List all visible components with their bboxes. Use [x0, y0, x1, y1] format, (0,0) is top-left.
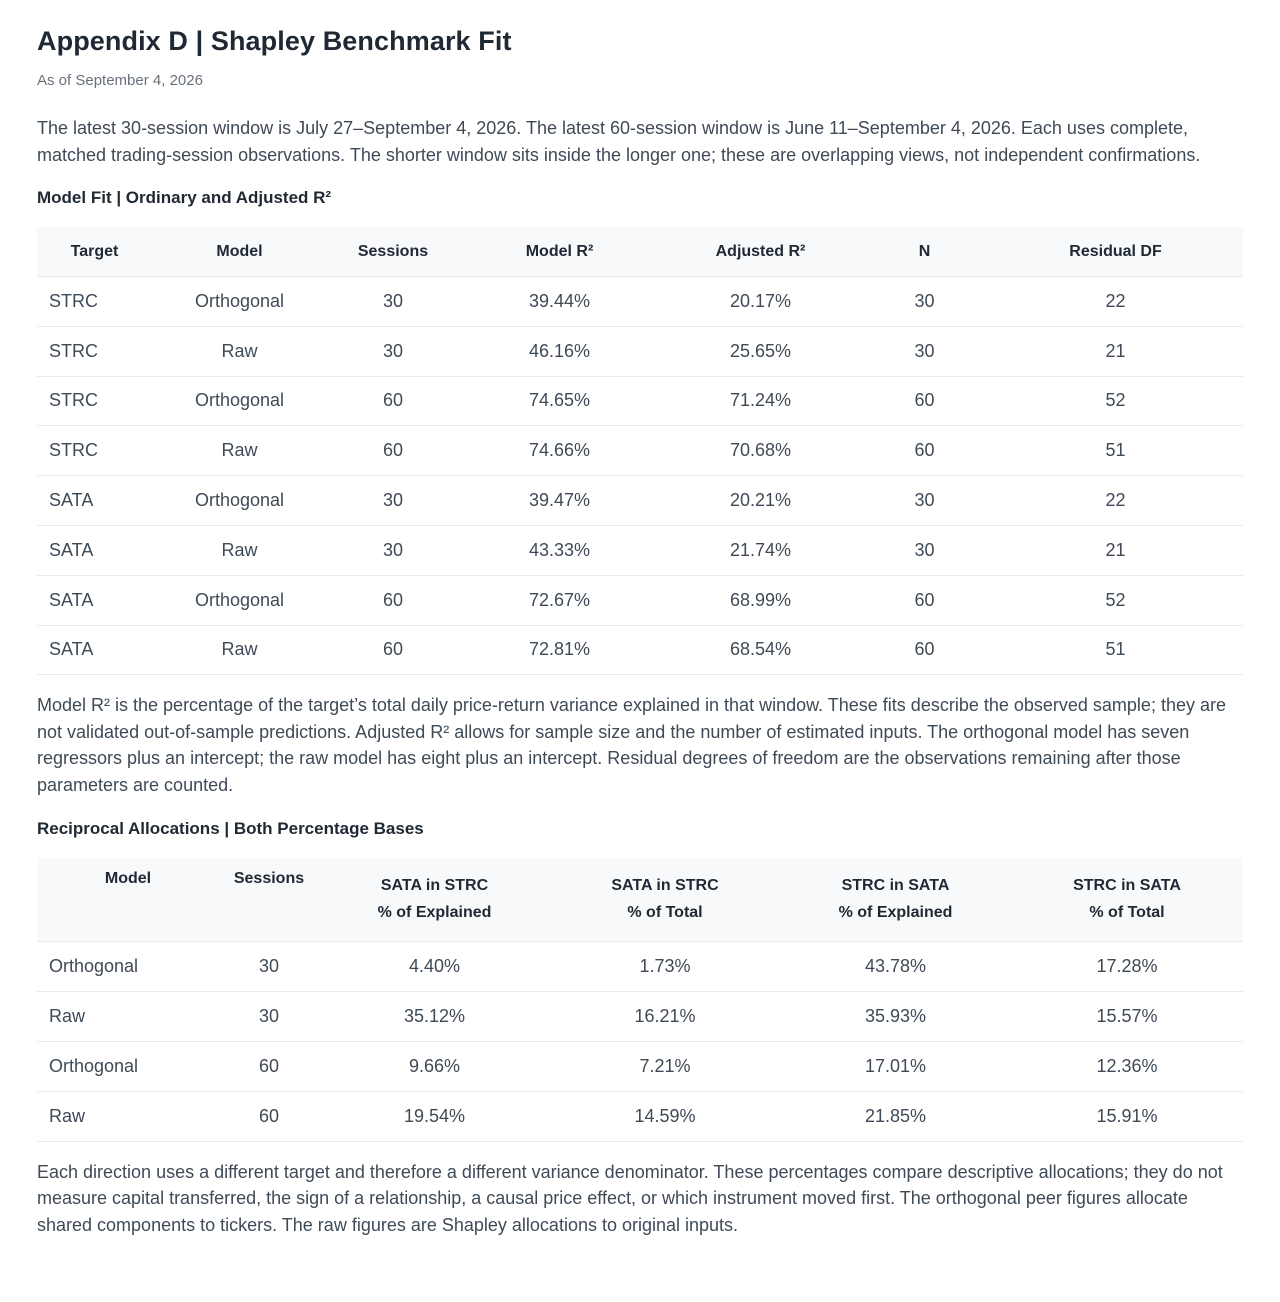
cell-adjusted-r2: 71.24% [660, 376, 861, 426]
table-row [37, 575, 1243, 625]
cell-sessions: 30 [327, 326, 459, 376]
column-header-sata-in-strc-of-explained [319, 858, 550, 942]
column-header-adjusted-r2: Adjusted R² [660, 227, 861, 277]
table-row [37, 376, 1243, 426]
cell-adjusted-r2: 68.54% [660, 625, 861, 675]
cell-model-r2: 39.47% [459, 476, 660, 526]
cell-adjusted-r2: 20.17% [660, 277, 861, 327]
column-header-target: Target [37, 227, 152, 277]
cell-strc-in-sata-of-total: 12.36% [1011, 1041, 1243, 1091]
cell-residual-df: 21 [988, 525, 1243, 575]
cell-residual-df: 51 [988, 426, 1243, 476]
column-header-strc-in-sata-of-explained [780, 858, 1011, 942]
column-header-model: Model [152, 227, 327, 277]
column-header-model-r2: Model R² [459, 227, 660, 277]
as-of-date: As of September 4, 2026 [37, 72, 203, 89]
cell-strc-in-sata-of-total: 15.57% [1011, 992, 1243, 1042]
cell-n: 30 [861, 277, 988, 327]
column-header-line: Model [104, 870, 152, 888]
table-row [37, 277, 1243, 327]
cell-sessions: 30 [327, 476, 459, 526]
cell-sessions: 30 [219, 992, 319, 1042]
table-row [37, 942, 1243, 992]
reciprocal-header [37, 858, 1243, 942]
cell-adjusted-r2: 21.74% [660, 525, 861, 575]
cell-strc-in-sata-of-explained: 21.85% [780, 1091, 1011, 1141]
column-header-sessions: Sessions [327, 227, 459, 277]
cell-target: STRC [37, 426, 152, 476]
cell-model-r2: 46.16% [459, 326, 660, 376]
column-header-line: Sessions [233, 870, 305, 888]
cell-sata-in-strc-of-explained: 19.54% [319, 1091, 550, 1141]
cell-residual-df: 22 [988, 277, 1243, 327]
column-header-sessions [219, 858, 319, 942]
column-header-line: % of Explained [838, 903, 953, 921]
intro-paragraph: The latest 30-session window is July 27–September 4, 2026. The latest 60-session window is June 11–September 4, 2026. Each uses complete, matched trading-session observations. The shorter window sits inside the longer one; these are overlapping views, not independent confirmations. [37, 118, 1201, 165]
cell-n: 60 [861, 625, 988, 675]
table-row [37, 625, 1243, 675]
cell-n: 60 [861, 426, 988, 476]
cell-adjusted-r2: 20.21% [660, 476, 861, 526]
cell-residual-df: 52 [988, 376, 1243, 426]
cell-model: Raw [152, 625, 327, 675]
cell-target: SATA [37, 476, 152, 526]
cell-model: Raw [37, 1091, 219, 1141]
model-fit-note: Model R² is the percentage of the target’s total daily price-return variance explained in that window. These fits describe the observed sample; they are not validated out-of-sample predictions. Adjusted R² allows for sample size and the number of estimated inputs. The orthogonal model has seven regressors plus an intercept; the raw model has eight plus an intercept. Residual degrees of freedom are the observations remaining after those parameters are counted. [37, 695, 1226, 795]
table-row [37, 1041, 1243, 1091]
cell-sessions: 30 [219, 942, 319, 992]
cell-model-r2: 43.33% [459, 525, 660, 575]
cell-sessions: 60 [327, 625, 459, 675]
table-row [37, 476, 1243, 526]
cell-residual-df: 52 [988, 575, 1243, 625]
reciprocal-table [37, 858, 1243, 1141]
table-row [37, 992, 1243, 1042]
cell-adjusted-r2: 68.99% [660, 575, 861, 625]
cell-target: STRC [37, 277, 152, 327]
cell-model: Orthogonal [152, 376, 327, 426]
column-header-line: SATA in STRC [611, 877, 719, 895]
column-header-model [37, 858, 219, 942]
column-header-n: N [861, 227, 988, 277]
cell-residual-df: 21 [988, 326, 1243, 376]
cell-model-r2: 72.81% [459, 625, 660, 675]
cell-model: Raw [37, 992, 219, 1042]
cell-model: Orthogonal [152, 575, 327, 625]
cell-strc-in-sata-of-explained: 35.93% [780, 992, 1011, 1042]
cell-model: Raw [152, 326, 327, 376]
cell-sata-in-strc-of-explained: 9.66% [319, 1041, 550, 1091]
cell-sata-in-strc-of-total: 7.21% [550, 1041, 780, 1091]
cell-model: Orthogonal [37, 1041, 219, 1091]
cell-model-r2: 72.67% [459, 575, 660, 625]
cell-model: Raw [152, 525, 327, 575]
model-fit-body [37, 277, 1243, 675]
cell-target: SATA [37, 525, 152, 575]
cell-sessions: 60 [219, 1091, 319, 1141]
cell-n: 30 [861, 476, 988, 526]
cell-model-r2: 74.65% [459, 376, 660, 426]
cell-model-r2: 39.44% [459, 277, 660, 327]
cell-sessions: 60 [327, 376, 459, 426]
cell-sata-in-strc-of-total: 1.73% [550, 942, 780, 992]
model-fit-header [37, 227, 1243, 277]
column-header-line: SATA in STRC [380, 877, 489, 895]
cell-sessions: 30 [327, 277, 459, 327]
column-header-sata-in-strc-of-total [550, 858, 780, 942]
column-header-line: % of Total [1089, 903, 1165, 921]
column-header-line: % of Total [627, 903, 703, 921]
table-row [37, 426, 1243, 476]
cell-model: Raw [152, 426, 327, 476]
cell-strc-in-sata-of-total: 17.28% [1011, 942, 1243, 992]
cell-n: 60 [861, 575, 988, 625]
cell-strc-in-sata-of-explained: 17.01% [780, 1041, 1011, 1091]
cell-strc-in-sata-of-explained: 43.78% [780, 942, 1011, 992]
cell-sessions: 60 [219, 1041, 319, 1091]
table-row [37, 326, 1243, 376]
cell-strc-in-sata-of-total: 15.91% [1011, 1091, 1243, 1141]
cell-residual-df: 51 [988, 625, 1243, 675]
reciprocal-note: Each direction uses a different target and therefore a different variance denominator. These percentages compare descriptive allocations; they do not measure capital transferred, the sign of a relationship, a causal price effect, or which instrument moved first. The orthogonal peer figures allocate shared components to tickers. The raw figures are Shapley allocations to original inputs. [37, 1161, 1223, 1235]
table-row [37, 525, 1243, 575]
cell-n: 30 [861, 326, 988, 376]
table-row [37, 1091, 1243, 1141]
cell-sessions: 60 [327, 575, 459, 625]
cell-model: Orthogonal [152, 476, 327, 526]
cell-sata-in-strc-of-explained: 35.12% [319, 992, 550, 1042]
model-fit-table [37, 227, 1243, 675]
reciprocal-heading: Reciprocal Allocations | Both Percentage Bases [37, 819, 424, 839]
column-header-strc-in-sata-of-total [1011, 858, 1243, 942]
column-header-line: STRC in SATA [1073, 877, 1181, 895]
cell-n: 30 [861, 525, 988, 575]
reciprocal-body [37, 942, 1243, 1141]
column-header-residual-df: Residual DF [988, 227, 1243, 277]
cell-n: 60 [861, 376, 988, 426]
cell-adjusted-r2: 25.65% [660, 326, 861, 376]
cell-model: Orthogonal [37, 942, 219, 992]
column-header-line: STRC in SATA [841, 877, 950, 895]
cell-adjusted-r2: 70.68% [660, 426, 861, 476]
cell-target: SATA [37, 625, 152, 675]
cell-target: STRC [37, 326, 152, 376]
cell-sessions: 60 [327, 426, 459, 476]
cell-residual-df: 22 [988, 476, 1243, 526]
cell-target: STRC [37, 376, 152, 426]
cell-model: Orthogonal [152, 277, 327, 327]
cell-sata-in-strc-of-total: 14.59% [550, 1091, 780, 1141]
page-title: Appendix D | Shapley Benchmark Fit [37, 26, 512, 56]
cell-target: SATA [37, 575, 152, 625]
cell-sata-in-strc-of-total: 16.21% [550, 992, 780, 1042]
model-fit-heading: Model Fit | Ordinary and Adjusted R² [37, 188, 332, 207]
cell-sata-in-strc-of-explained: 4.40% [319, 942, 550, 992]
cell-model-r2: 74.66% [459, 426, 660, 476]
cell-sessions: 30 [327, 525, 459, 575]
column-header-line: % of Explained [377, 903, 492, 921]
